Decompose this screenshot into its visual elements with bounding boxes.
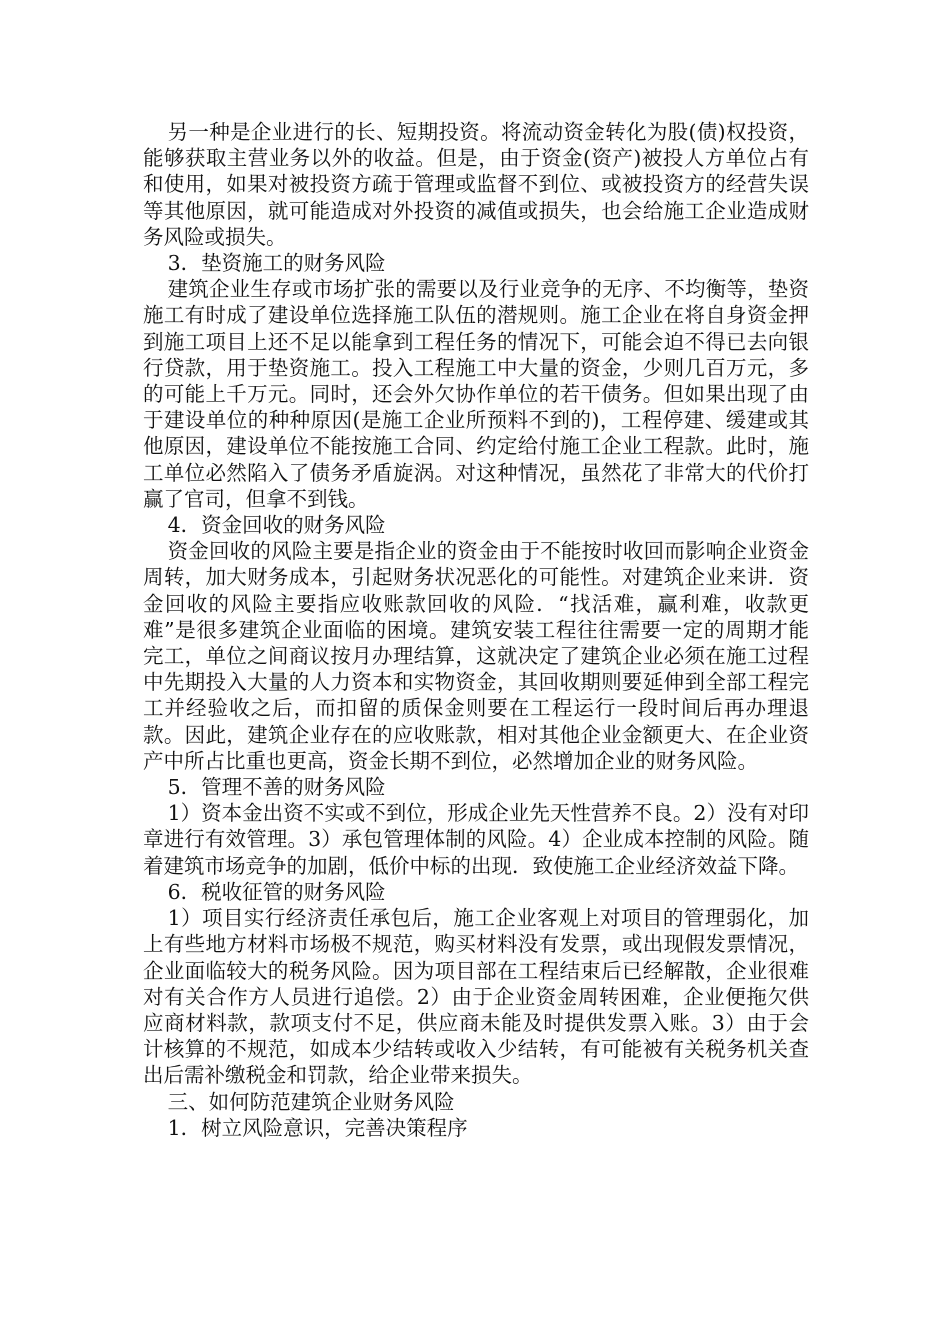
- heading-poor-management-risk: 5．管理不善的财务风险: [167, 775, 386, 800]
- paragraph-poor-management: 1）资本金出资不实或不到位，形成企业先天性营养不良。2）没有对印章进行有效管理。3）承包管理体制的风险。4）企业成本控制的风险。随着建筑市场竞争的加剧，低价中标的出现．致使施工企业经济效益下降。: [143, 801, 809, 878]
- heading-tax-risk: 6．税收征管的财务风险: [167, 879, 386, 904]
- heading-risk-awareness: 1．树立风险意识，完善决策程序: [167, 1115, 468, 1140]
- heading-advance-construction-risk: 3．垫资施工的财务风险: [167, 251, 386, 276]
- heading-section-three: 三、如何防范建筑企业财务风险: [167, 1089, 455, 1114]
- document-body: [143, 119, 809, 1141]
- paragraph-fund-recovery: 资金回收的风险主要是指企业的资金由于不能按时收回而影响企业资金周转，加大财务成本，引起财务状况恶化的可能性。对建筑企业来讲．资金回收的风险主要指应收账款回收的风险．“找活难，赢利难，收款更难”是很多建筑企业面临的困境。建筑安装工程往往需要一定的周期才能完工，单位之间商议按月办理结算，这就决定了建筑企业必须在施工过程中先期投入大量的人力资本和实物资金，其回收期则要延伸到全部工程完工并经验收之后，而扣留的质保金则要在工程运行一段时间后再办理退款。因此，建筑企业存在的应收账款，相对其他企业金额更大、在企业资产中所占比重也更高，资金长期不到位，必然增加企业的财务风险。: [143, 539, 809, 773]
- heading-fund-recovery-risk: 4．资金回收的财务风险: [167, 513, 386, 538]
- paragraph-investment-risk: 另一种是企业进行的长、短期投资。将流动资金转化为股(债)权投资，能够获取主营业务以外的收益。但是，由于资金(资产)被投人方单位占有和使用，如果对被投资方疏于管理或监督不到位、或被投资方的经营失误等其他原因，就可能造成对外投资的减值或损失，也会给施工企业造成财务风险或损失。: [143, 120, 809, 249]
- paragraph-advance-construction: 建筑企业生存或市场扩张的需要以及行业竞争的无序、不均衡等，垫资施工有时成了建设单位选择施工队伍的潜规则。施工企业在将自身资金押到施工项目上还不足以能拿到工程任务的情况下，可能会迫不得已去向银行贷款，用于垫资施工。投入工程施工中大量的资金，少则几百万元，多的可能上千万元。同时，还会外欠协作单位的若干债务。但如果出现了由于建设单位的种种原因(是施工企业所预料不到的)，工程停建、缓建或其他原因，建设单位不能按施工合同、约定给付施工企业工程款。此时，施工单位必然陷入了债务矛盾旋涡。对这种情况，虽然花了非常大的代价打赢了官司，但拿不到钱。: [143, 277, 809, 511]
- paragraph-tax: 1）项目实行经济责任承包后，施工企业客观上对项目的管理弱化，加上有些地方材料市场极不规范，购买材料没有发票，或出现假发票情况，企业面临较大的税务风险。因为项目部在工程结束后已经解散，企业很难对有关合作方人员进行追偿。2）由于企业资金周转困难，企业便拖欠供应商材料款，款项支付不足，供应商未能及时提供发票入账。3）由于会计核算的不规范，如成本少结转或收入少结转，有可能被有关税务机关查出后需补缴税金和罚款，给企业带来损失。: [143, 906, 809, 1088]
